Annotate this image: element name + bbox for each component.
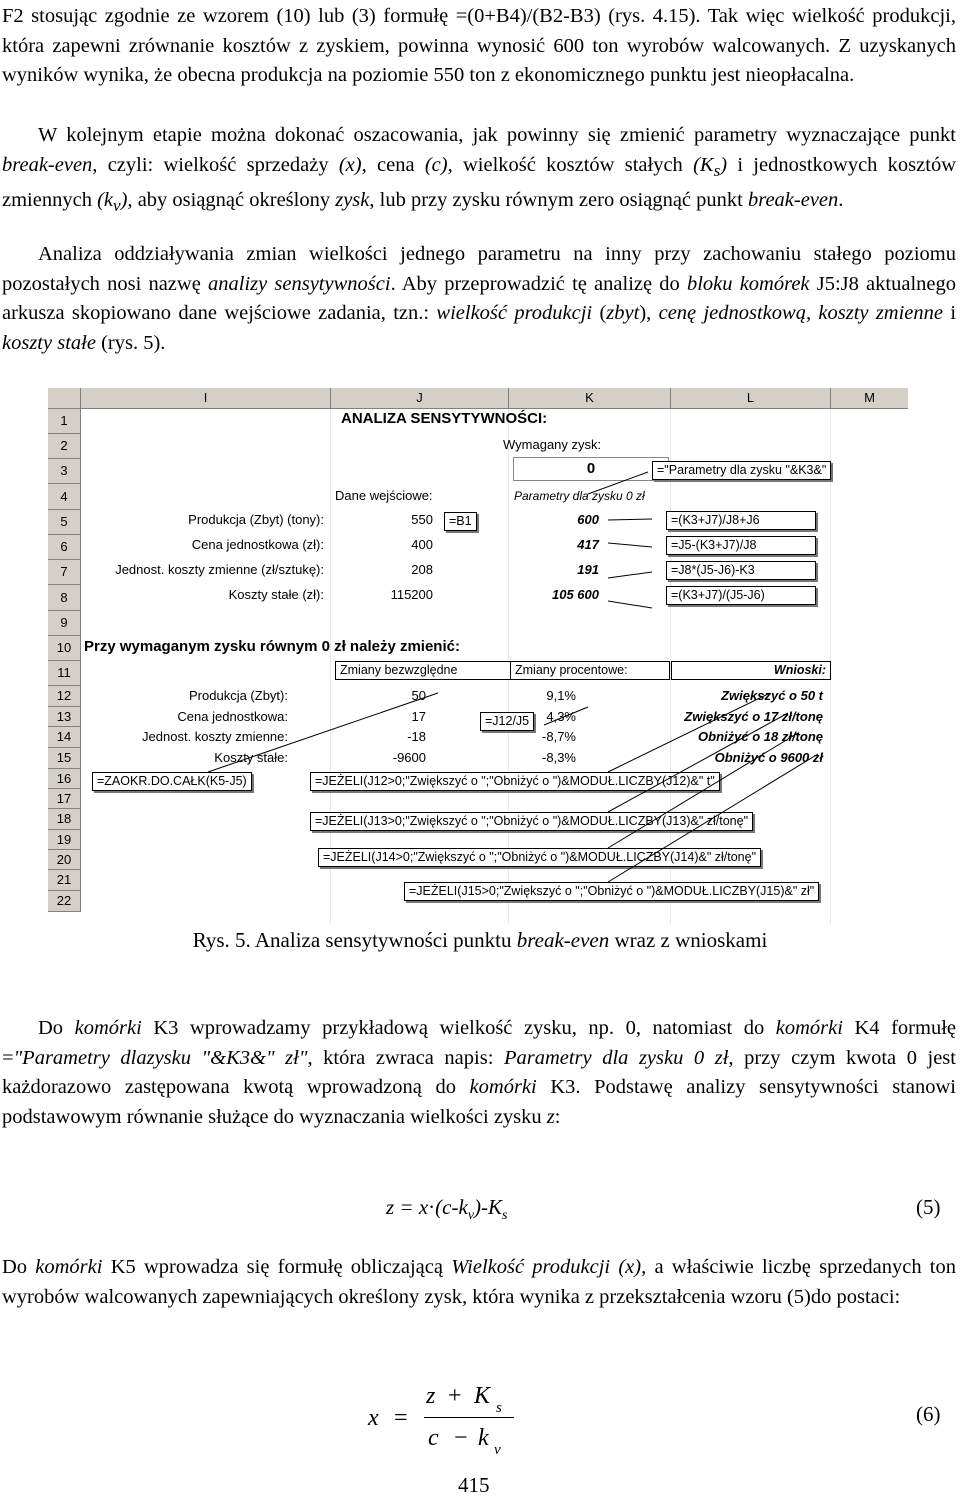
required-profit-label: Wymagany zysk: (503, 437, 602, 452)
input-data-header: Dane wejściowe: (335, 488, 433, 503)
col-conclusions-header: Wnioski: (671, 661, 831, 680)
row-header: 17 (48, 789, 81, 809)
formula-zaokr: =ZAOKR.DO.CAŁK(K5-J5) (92, 772, 252, 791)
column-header-k: K (509, 388, 671, 409)
column-header-m: M (831, 388, 908, 409)
result-value: 417 (577, 537, 599, 552)
change-label: Cena jednostkowa: (177, 709, 288, 724)
change-label: Jednost. koszty zmienne: (142, 729, 288, 744)
row-header: 18 (48, 809, 81, 830)
column-header-j: J (331, 388, 509, 409)
page-number: 415 (458, 1473, 490, 1497)
formula-l: =(K3+J7)/J8+J6 (666, 511, 816, 530)
formula-l: =(K3+J7)/(J5-J6) (666, 586, 816, 605)
formula-j12: =J12/J5 (480, 712, 534, 731)
input-label: Produkcja (Zbyt) (tony): (188, 512, 324, 527)
row-header: 4 (48, 484, 81, 510)
input-label: Koszty stałe (zł): (228, 587, 324, 602)
input-label: Jednost. koszty zmienne (zł/sztukę): (115, 562, 324, 577)
paragraph-k3: Do komórki K3 wprowadzamy przykładową wielkość zysku, np. 0, natomiast do komórki K4 formułę ="Parametry dlazysku "&K3&" zł", która zwraca napis: Parametry dla zysku 0 zł, przy czym kwota 0 jest każdorazowo zastępowana kwotą wprowadzoną do komórki K3. Podstawę analizy sensytywności stanowi podstawowym równanie służące do wyznaczania wielkości zysku z: (2, 1017, 956, 1129)
row-header: 11 (48, 661, 81, 686)
equation-6: x = z + K s c − k v (366, 1380, 526, 1470)
pct-change: 9,1% (546, 688, 576, 703)
column-header-i: I (81, 388, 331, 409)
row-header: 3 (48, 459, 81, 484)
spreadsheet-figure (48, 388, 908, 924)
required-profit-value: 0 (513, 457, 669, 481)
result-value: 191 (577, 562, 599, 577)
formula-k4: ="Parametry dla zysku "&K3&" (652, 461, 831, 480)
conclusion: Zwiększyć o 17 zł/tonę (684, 709, 823, 724)
row-header: 13 (48, 707, 81, 727)
change-label: Produkcja (Zbyt): (189, 688, 288, 703)
result-value: 600 (577, 512, 599, 527)
pct-change: 4,3% (546, 709, 576, 724)
row-header: 7 (48, 560, 81, 585)
row-header: 22 (48, 891, 81, 912)
row-header: 2 (48, 434, 81, 459)
col-pct-header: Zmiany procentowe: (510, 661, 670, 680)
abs-change: 17 (411, 709, 426, 724)
row-header: 19 (48, 830, 81, 850)
change-label: Koszty stałe: (214, 750, 288, 765)
conclusion: Zwiększyć o 50 t (721, 688, 823, 703)
row-header: 12 (48, 686, 81, 707)
equation-5-number: (5) (916, 1195, 941, 1219)
row-header: 16 (48, 769, 81, 789)
result-value: 105 600 (552, 587, 599, 602)
row-header: 5 (48, 510, 81, 535)
input-value: 400 (411, 537, 433, 552)
row-header: 10 (48, 636, 81, 661)
equation-5: $z = x\cdot(c-k_v)-K_s$ (386, 1195, 508, 1224)
formula-l: =J5-(K3+J7)/J8 (666, 536, 816, 555)
section-title: Przy wymaganym zysku równym 0 zł należy zmienić: (84, 638, 460, 655)
row-header: 21 (48, 870, 81, 891)
col-abs-header: Zmiany bezwzględne (335, 661, 512, 680)
row-header: 6 (48, 535, 81, 560)
input-value: 550 (411, 512, 433, 527)
row-header: 9 (48, 611, 81, 636)
abs-change: 50 (411, 688, 426, 703)
paragraph-parameters: W kolejnym etapie można dokonać oszacowania, jak powinny się zmienić parametry wyznaczające punkt break-even, czyli: wielkość sprzedaży (x), cena (c), wielkość kosztów stałych $(K_s)$ i jednostkowych kosztów zmiennych $(k_v)$, aby osiągnąć określony zysk, lub przy zysku równym zero osiągnąć punkt break-even. (2, 124, 957, 215)
formula-m: =JEŻELI(J14>0;"Zwiększyć o ";"Obniżyć o ")&MODUŁ.LICZBY(J14)&" zł/tonę" (318, 848, 761, 867)
row-header: 14 (48, 727, 81, 748)
row-header: 20 (48, 850, 81, 870)
paragraph-intro (2, 2, 956, 91)
sheet-title: ANALIZA SENSYTYWNOŚCI: (341, 410, 548, 427)
input-value: 208 (411, 562, 433, 577)
input-label: Cena jednostkowa (zł): (191, 537, 324, 552)
formula-m: =JEŻELI(J15>0;"Zwiększyć o ";"Obniżyć o ")&MODUŁ.LICZBY(J15)&" zł" (404, 882, 819, 901)
row-header: 1 (48, 409, 81, 434)
paragraph-intro-text: F2 stosując zgodnie ze wzorem (10) lub (3) formułę =(0+B4)/(B2-B3) (rys. 4.15). Tak więc wielkość produkcji, która zapewni zrównanie kosztów z zyskiem, powinna wynosić 600 ton wyrobów walcowanych. Z uzyskanych wyników wynika, że obecna produkcja na poziomie 550 ton z ekonomicznego punktu jest nieopłacalna. (2, 5, 956, 87)
conclusion: Obniżyć o 18 zł/tonę (698, 729, 823, 744)
pct-change: -8,3% (542, 750, 576, 765)
abs-change: -9600 (392, 750, 426, 765)
conclusion: Obniżyć o 9600 zł (714, 750, 823, 765)
paragraph-k5: Do komórki K5 wprowadza się formułę obliczającą Wielkość produkcji (x), a właściwie liczbę sprzedanych ton wyrobów walcowanych zapewniających określony zysk, która wynika z przekształcenia wzoru (5)do postaci: (2, 1256, 956, 1308)
input-value: 115200 (390, 587, 433, 602)
formula-m: =JEŻELI(J13>0;"Zwiększyć o ";"Obniżyć o ")&MODUŁ.LICZBY(J13)&" zł/tonę" (310, 812, 753, 831)
abs-change: -18 (407, 729, 426, 744)
equation-6-number: (6) (916, 1402, 941, 1426)
row-header: 8 (48, 585, 81, 611)
paragraph-sensitivity: Analiza oddziaływania zmian wielkości jednego parametru na inny przy zachowaniu stałego poziomu pozostałych nosi nazwę analizy sensytywności. Aby przeprowadzić tę analizę do bloku komórek J5:J8 aktualnego arkusza skopiowano dane wejściowe zadania, tzn.: wielkość produkcji (zbyt), cenę jednostkową, koszty zmienne i koszty stałe (rys. 5). (2, 243, 957, 355)
arrows-overlay (48, 388, 908, 924)
row-header: 15 (48, 748, 81, 769)
formula-l: =J8*(J5-J6)-K3 (666, 561, 816, 580)
figure-caption: Rys. 5. Analiza sensytywności punktu break-even wraz z wnioskami (192, 928, 768, 952)
column-header-l: L (671, 388, 831, 409)
pct-change: -8,7% (542, 729, 576, 744)
formula-m: =JEŻELI(J12>0;"Zwiększyć o ";"Obniżyć o ")&MODUŁ.LICZBY(J12)&" t" (310, 772, 720, 791)
formula-b1: =B1 (444, 512, 477, 531)
k4-label: Parametry dla zysku 0 zł (514, 489, 645, 503)
